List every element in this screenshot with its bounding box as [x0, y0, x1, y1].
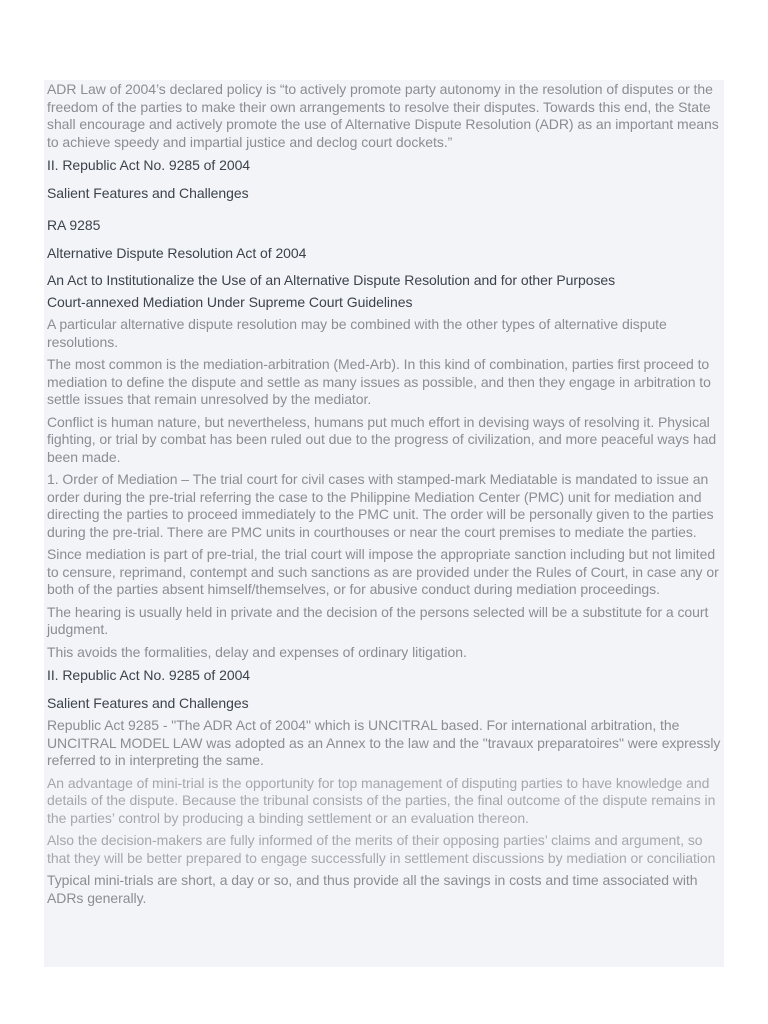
uncitral-paragraph: Republic Act 9285 - "The ADR Act of 2004" which is UNCITRAL based. For international arbitration, the UNCITRAL MODEL LAW was adopted as an Annex to the law and the "travaux preparatoires" were expressly referred to in interpreting the same.	[47, 717, 721, 768]
conflict-paragraph: Conflict is human nature, but nevertheless, humans put much effort in devising ways of resolving it. Physical fighting, or trial by combat has been ruled out due to the progress of civilization, and more peaceful ways had been made.	[47, 413, 717, 465]
mini-trial-cost-paragraph: Typical mini-trials are short, a day or so, and thus provide all the savings in costs and time associated with ADRs generally.	[47, 872, 698, 906]
med-arb-paragraph: The most common is the mediation-arbitration (Med-Arb). In this kind of combination, parties first proceed to mediation to define the dispute and settle as many issues as possible, and then they engage in arbitration to settle issues that remain unresolved by the mediator.	[47, 356, 711, 407]
subsection-heading-repeat: Salient Features and Challenges	[47, 694, 249, 711]
act-subtitle-heading: An Act to Institutionalize the Use of an Alternative Dispute Resolution and for other Purposes	[47, 272, 616, 288]
formalities-paragraph: This avoids the formalities, delay and expenses of ordinary litigation.	[47, 643, 467, 660]
ra-number-heading: RA 9285	[47, 217, 101, 233]
order-of-mediation-paragraph: 1. Order of Mediation – The trial court for civil cases with stamped-mark Mediatable is mandated to issue an order during the pre-trial referring the case to the Philippine Mediation Center (PMC) unit for mediation and directing the parties to proceed immediately to the PMC unit. The order will be personally given to the parties during the pre-trial. There are PMC units in courthouses or near the court premises to mediate the parties.	[47, 471, 714, 540]
combination-paragraph: A particular alternative dispute resolution may be combined with the other types of alternative dispute resolutions.	[47, 316, 667, 350]
subsection-heading: Salient Features and Challenges	[47, 184, 249, 201]
act-title-heading: Alternative Dispute Resolution Act of 2004	[47, 244, 307, 261]
section-heading: II. Republic Act No. 9285 of 2004	[47, 157, 251, 173]
court-mediation-heading: Court-annexed Mediation Under Supreme Court Guidelines	[47, 293, 413, 310]
sanction-paragraph: Since mediation is part of pre-trial, the trial court will impose the appropriate sanction including but not limited to censure, reprimand, contempt and such sanctions as are provided under the Rules of Court, in case any or both of the parties absent himself/themselves, or for abusive conduct during mediation proceedings.	[47, 546, 719, 597]
section-heading-repeat: II. Republic Act No. 9285 of 2004	[47, 667, 251, 683]
decision-makers-paragraph: Also the decision-makers are fully informed of the merits of their opposing parties’ claims and argument, so that they will be better prepared to engage successfully in settlement discussions by mediation or conciliation	[47, 832, 716, 866]
policy-paragraph: ADR Law of 2004’s declared policy is “to actively promote party autonomy in the resolution of disputes or the freedom of the parties to make their own arrangements to resolve their disputes. Towards this end, the State shall encourage and actively promote the use of Alternative Dispute Resolution (ADR) as an important means to achieve speedy and impartial justice and declog court dockets.”	[47, 81, 719, 150]
document-body	[47, 81, 722, 912]
mini-trial-advantage-paragraph: An advantage of mini-trial is the opportunity for top management of disputing parties to have knowledge and details of the dispute. Because the tribunal consists of the parties, the final outcome of the dispute remains in the parties’ control by producing a binding settlement or an evaluation thereon.	[47, 774, 716, 826]
hearing-paragraph: The hearing is usually held in private and the decision of the persons selected will be a substitute for a court judgment.	[47, 603, 709, 637]
